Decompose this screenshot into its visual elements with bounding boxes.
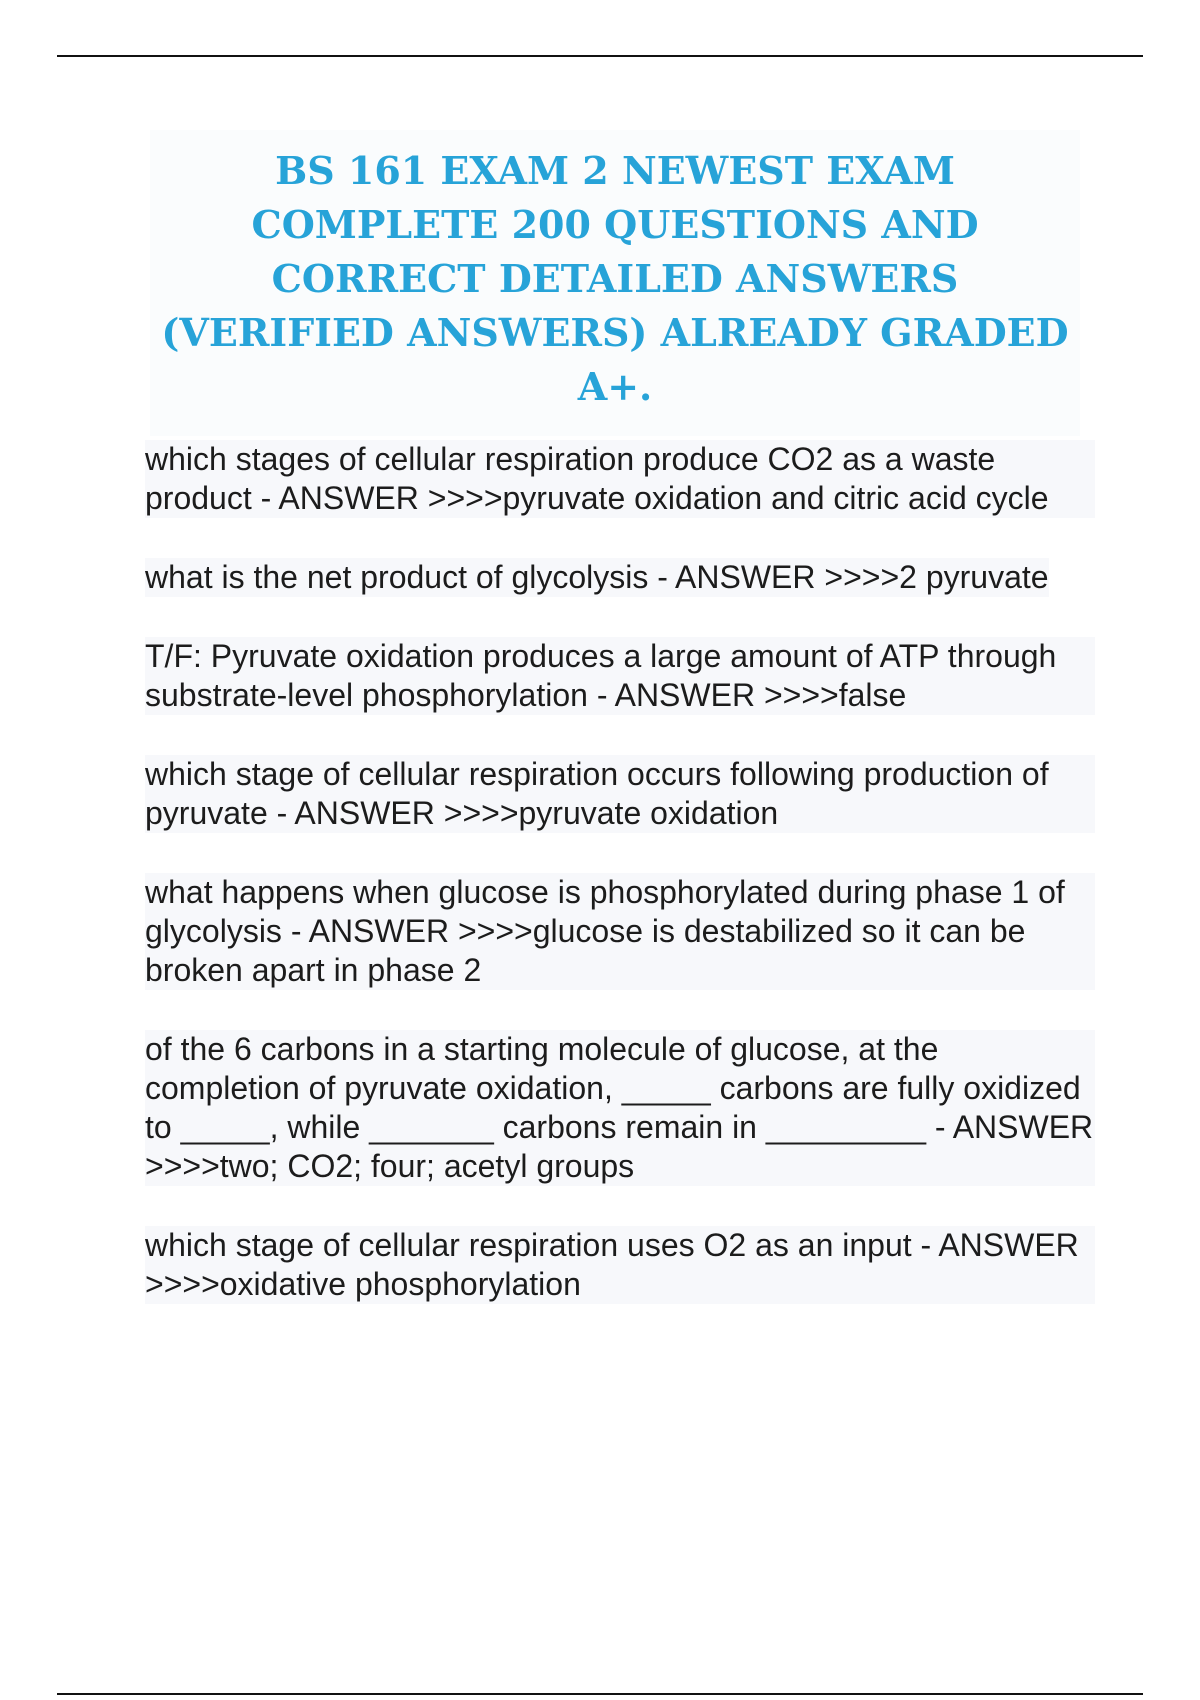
qa-item: which stage of cellular respiration uses O2 as an input - ANSWER >>>>oxidative phosphorylation — [145, 1226, 1095, 1304]
title-block — [150, 130, 1080, 436]
qa-item: what happens when glucose is phosphorylated during phase 1 of glycolysis - ANSWER >>>>glucose is destabilized so it can be broken apart in phase 2 — [145, 873, 1095, 990]
qa-item: of the 6 carbons in a starting molecule of glucose, at the completion of pyruvate oxidation, _____ carbons are fully oxidized to _____, while _______ carbons remain in _________ - ANSWER >>>>two; CO2; four; acetyl groups — [145, 1031, 1094, 1184]
qa-list — [145, 440, 1095, 1344]
qa-item: T/F: Pyruvate oxidation produces a large amount of ATP through substrate-level phosphorylation - ANSWER >>>>false — [145, 637, 1095, 715]
document-title: BS 161 EXAM 2 NEWEST EXAM COMPLETE 200 QUESTIONS AND CORRECT DETAILED ANSWERS (VERIFIED ANSWERS) ALREADY GRADED A+. — [161, 148, 1069, 409]
qa-item: which stage of cellular respiration occurs following production of pyruvate - ANSWER >>>>pyruvate oxidation — [145, 755, 1095, 833]
qa-item: what is the net product of glycolysis - ANSWER >>>>2 pyruvate — [145, 559, 1049, 595]
bottom-rule — [57, 1693, 1143, 1695]
top-rule — [57, 55, 1143, 57]
qa-item: which stages of cellular respiration produce CO2 as a waste product - ANSWER >>>>pyruvate oxidation and citric acid cycle — [145, 440, 1095, 518]
